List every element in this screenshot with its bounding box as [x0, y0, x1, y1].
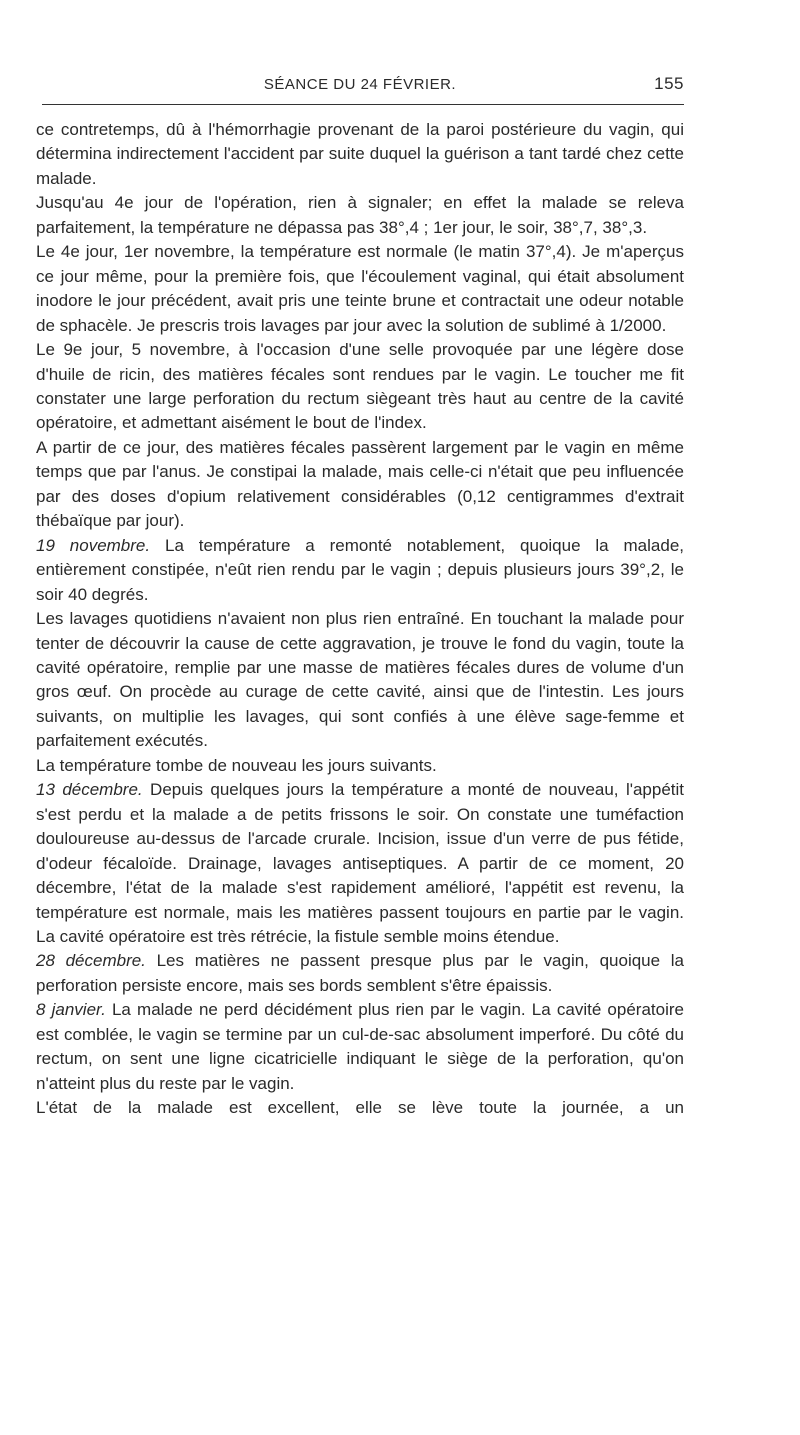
entry-date: 28 décembre.: [36, 951, 146, 971]
running-header: [36, 72, 684, 98]
header-title: SÉANCE DU 24 FÉVRIER.: [263, 76, 457, 93]
paragraph: Le 9e jour, 5 novembre, à l'occasion d'une selle provoquée par une légère dose d'huile de ricin, des matières fécales sont rendues par le vagin. Le toucher me fit constater une large perforation du rectum siègeant très haut au centre de la cavité opératoire, et admettant aisément le bout de l'index.: [36, 340, 684, 433]
paragraph: Jusqu'au 4e jour de l'opération, rien à signaler; en effet la malade se releva parfaitement, la température ne dépassa pas 38°,4 ; 1er jour, le soir, 38°,7, 38°,3.: [36, 193, 684, 237]
paragraph: 19 novembre. La température a remonté notablement, quoique la malade, entièrement constipée, n'eût rien rendu par le vagin ; depuis plusieurs jours 39°,2, le soir 40 degrés.: [36, 535, 684, 604]
paragraph: A partir de ce jour, des matières fécales passèrent largement par le vagin en même temps que par l'anus. Je constipai la malade, mais celle-ci n'était que peu influencée par des doses d'opium relativement considérables (0,12 centigrammes d'extrait thébaïque par jour).: [36, 437, 684, 531]
paragraph: ce contretemps, dû à l'hémorrhagie provenant de la paroi postérieure du vagin, qui détermina indirectement l'accident par suite duquel la guérison a tant tardé chez cette malade.: [36, 120, 684, 188]
entry-date: 19 novembre.: [36, 535, 151, 555]
paragraph: 28 décembre. Les matières ne passent presque plus par le vagin, quoique la perforation persiste encore, mais ses bords semblent s'être épaissis.: [36, 951, 684, 995]
entry-date: 13 décembre.: [36, 780, 143, 800]
document-page: [36, 72, 684, 1121]
paragraph: 8 janvier. La malade ne perd décidément plus rien par le vagin. La cavité opératoire est comblée, le vagin se termine par un cul-de-sac absolument imperforé. Du côté du rectum, on sent une ligne cicatricielle indiquant le siège de la perforation, qu'on n'atteint plus du reste par le vagin.: [36, 1000, 684, 1093]
paragraph: 13 décembre. Depuis quelques jours la température a monté de nouveau, l'appétit s'est perdu et la malade a de petits frissons le soir. On constate une tuméfaction douloureuse au-dessus de l'arcade crurale. Incision, issue d'un verre de pus fétide, d'odeur fécaloïde. Drainage, lavages antiseptiques. A partir de ce moment, 20 décembre, l'état de la malade s'est rapidement amélioré, l'appétit est revenu, la température est normale, mais les matières passent toujours en partie par le vagin. La cavité opératoire est très rétrécie, la fistule semble moins étendue.: [36, 780, 685, 946]
paragraph: Les lavages quotidiens n'avaient non plus rien entraîné. En touchant la malade pour tenter de découvrir la cause de cette aggravation, je trouve le fond du vagin, toute la cavité opératoire, remplie par une masse de matières fécales dures de volume d'un gros œuf. On procède au curage de cette cavité, ainsi que de l'intestin. Les jours suivants, on multiplie les lavages, qui sont confiés à une élève sage-femme et parfaitement exécutés.: [36, 609, 684, 751]
body-text: [36, 118, 684, 1121]
page-number: 155: [654, 74, 684, 93]
header-rule: [42, 104, 684, 105]
entry-date: 8 janvier.: [36, 1000, 106, 1020]
paragraph: La température tombe de nouveau les jours suivants.: [36, 755, 437, 775]
paragraph: L'état de la malade est excellent, elle se lève toute la journée, a un: [36, 1098, 684, 1118]
paragraph: Le 4e jour, 1er novembre, la température est normale (le matin 37°,4). Je m'aperçus ce jour même, pour la première fois, que l'écoulement vaginal, qui était absolument inodore le jour précédent, avait pris une teinte brune et contractait une odeur notable de sphacèle. Je prescris trois lavages par jour avec la solution de sublimé à 1/2000.: [36, 242, 684, 335]
